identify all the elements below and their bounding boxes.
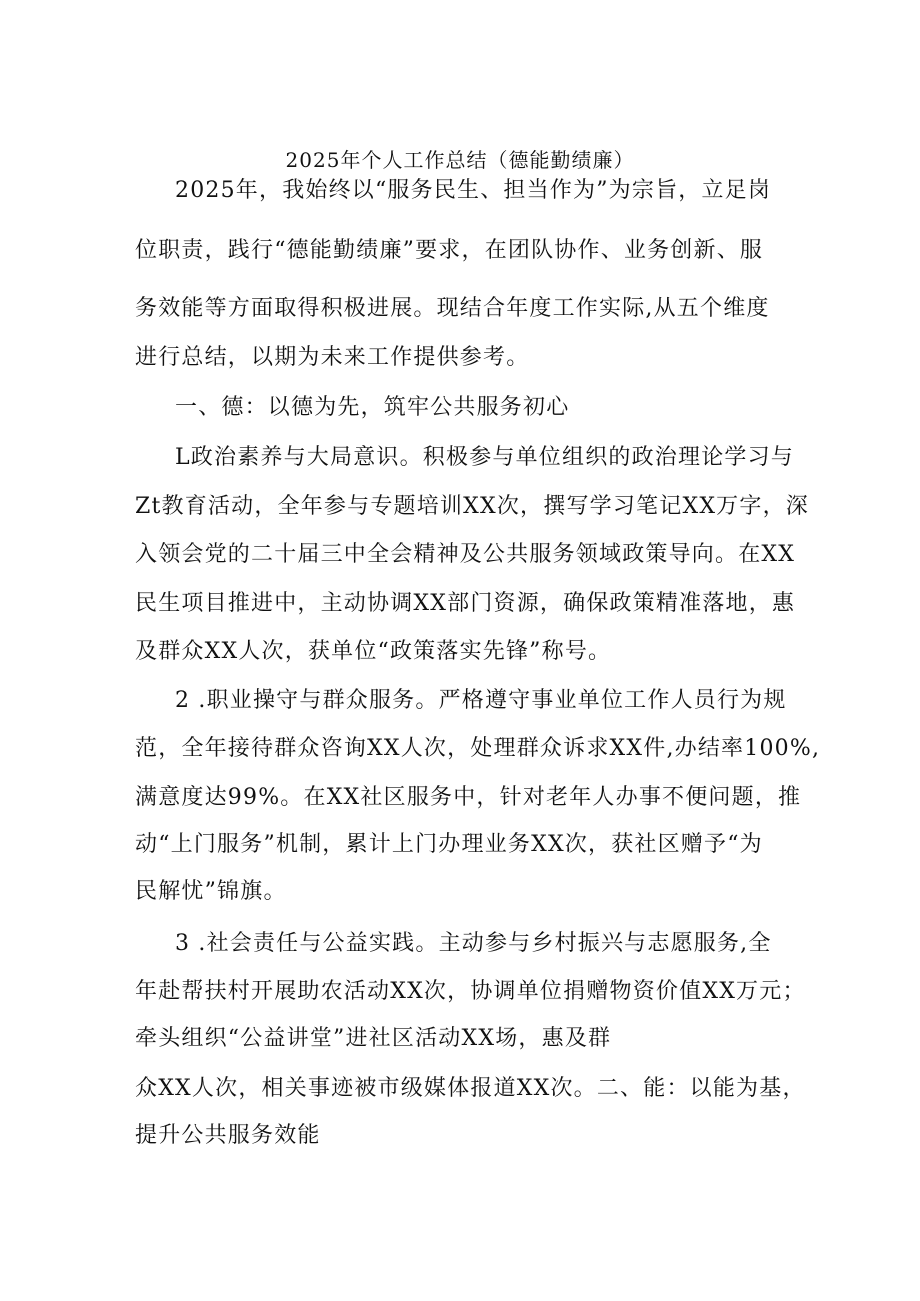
paragraph-line: 众XX人次，相关事迹被市级媒体报道XX次。二、能：以能为基， — [135, 1076, 806, 1101]
section-heading: 一、德：以德为先，筑牢公共服务初心 — [175, 395, 570, 420]
paragraph-line: L政治素养与大局意识。积极参与单位组织的政治理论学习与 — [175, 445, 795, 470]
paragraph-line: 年赴帮扶村开展助农活动XX次，协调单位捐赠物资价值XX万元； — [135, 979, 806, 1004]
paragraph-line: 动“上门服务”机制，累计上门办理业务XX次，获社区赠予“为 — [135, 832, 763, 857]
paragraph-line: 位职责，践行“德能勤绩廉”要求，在团队协作、业务创新、服 — [135, 238, 764, 263]
paragraph-line: 2025年，我始终以“服务民生、担当作为”为宗旨，立足岗 — [175, 178, 772, 203]
paragraph-line: 提升公共服务效能 — [135, 1123, 321, 1148]
document-title: 2025年个人工作总结（德能勤绩廉） — [285, 148, 635, 172]
paragraph-line: 2 .职业操守与群众服务。严格遵守事业单位工作人员行为规 — [175, 688, 787, 713]
paragraph-line: 务效能等方面取得积极进展。现结合年度工作实际,从五个维度 — [135, 296, 770, 321]
paragraph-line: 牵头组织“公益讲堂”进社区活动XX场，惠及群 — [135, 1026, 612, 1051]
paragraph-line: 满意度达99%。在XX社区服务中，针对老年人办事不便问题，推 — [135, 785, 802, 810]
paragraph-line: 入领会党的二十届三中全会精神及公共服务领域政策导向。在XX — [135, 542, 796, 567]
paragraph-line: 范，全年接待群众咨询XX人次，处理群众诉求XX件,办结率100%, — [135, 736, 821, 761]
paragraph-line: 民解忧”锦旗。 — [135, 879, 287, 904]
paragraph-line: 民生项目推进中，主动协调XX部门资源，确保政策精准落地，惠 — [135, 591, 796, 616]
paragraph-line: 进行总结，以期为未来工作提供参考。 — [135, 345, 530, 370]
paragraph-line: 及群众XX人次，获单位“政策落实先锋”称号。 — [135, 639, 612, 664]
paragraph-line: Zt教育活动，全年参与专题培训XX次，撰写学习笔记XX万字，深 — [135, 494, 809, 519]
paragraph-line: 3 .社会责任与公益实践。主动参与乡村振兴与志愿服务,全 — [175, 931, 772, 956]
